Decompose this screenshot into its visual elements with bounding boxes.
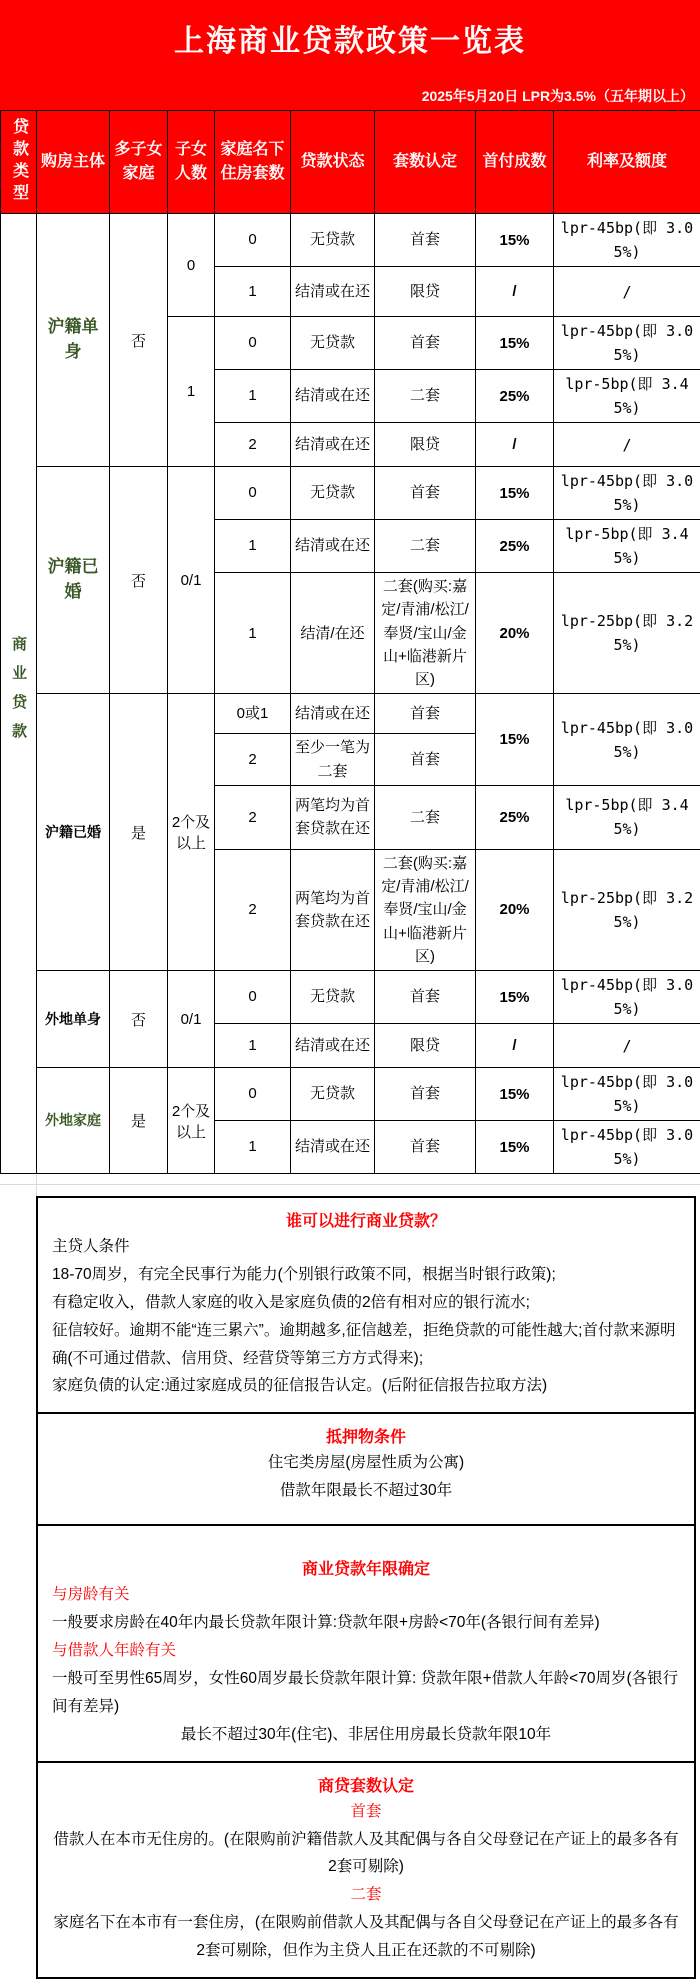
units-cell: 0 [215,467,291,520]
panel-line: 家庭名下在本市有一套住房，(在限购前借款人及其配偶与各自父母登记在产证上的最多各有2套可剔除，但作为主贷人且正在还款的不可剔除) [52,1909,680,1965]
multi-child-cell: 是 [110,694,168,971]
table-row [1,694,700,734]
spreadsheet-gridline-gap [0,1174,700,1196]
col-header-count-type: 套数认定 [375,111,476,214]
loan-status-cell: 两笔均为首套贷款在还 [291,785,375,849]
subject-cell: 沪籍单身 [37,214,110,467]
table-row [1,971,700,1024]
count-type-cell: 首套 [375,1121,476,1174]
subject-cell: 沪籍已婚 [37,467,110,694]
panel-line: 最长不超过30年(住宅)、非居住用房最长贷款年限10年 [52,1721,680,1749]
units-cell: 1 [215,520,291,573]
rate-cell: lpr-25bp(即 3.25%) [554,849,700,970]
multi-child-cell: 是 [110,1068,168,1174]
table-header-row [1,111,700,214]
units-cell: 2 [215,849,291,970]
panel-title: 抵押物条件 [52,1424,680,1447]
col-header-children-count: 子女人数 [168,111,215,214]
loan-status-cell: 无贷款 [291,971,375,1024]
col-header-multi-child: 多子女家庭 [110,111,168,214]
units-cell: 0 [215,214,291,267]
panel-line: 一般要求房龄在40年内最长贷款年限计算:贷款年限+房龄<70年(各银行间有差异) [52,1609,680,1637]
panel-line: 与借款人年龄有关 [52,1637,680,1665]
loan-status-cell: 结清或在还 [291,1121,375,1174]
rate-cell: lpr-25bp(即 3.25%) [554,573,700,694]
down-payment-cell: 15% [476,317,554,370]
info-panels [36,1196,696,1979]
units-cell: 0 [215,1068,291,1121]
panel-line: 主贷人条件 [52,1233,680,1261]
down-payment-cell: 15% [476,694,554,786]
children-count-cell: 0/1 [168,971,215,1068]
loan-status-cell: 至少一笔为二套 [291,734,375,786]
panel-unit-count-rules [38,1761,694,1977]
panel-line: 一般可至男性65周岁，女性60周岁最长贷款年限计算: 贷款年限+借款人年龄<70周岁(各银行间有差异) [52,1665,680,1721]
count-type-cell: 二套(购买:嘉定/青浦/松江/奉贤/宝山/金山+临港新片区) [375,849,476,970]
panel-title: 谁可以进行商业贷款？ [52,1208,680,1231]
units-cell: 0 [215,317,291,370]
rate-cell: lpr-5bp(即 3.45%) [554,785,700,849]
units-cell: 2 [215,785,291,849]
panel-line: 与房龄有关 [52,1581,680,1609]
down-payment-cell: 15% [476,1068,554,1121]
units-cell: 2 [215,734,291,786]
down-payment-cell: 25% [476,520,554,573]
subject-cell: 外地单身 [37,971,110,1068]
panel-line: 首套 [52,1798,680,1826]
lpr-subtitle: 2025年5月20日 LPR为3.5%（五年期以上） [422,86,694,106]
down-payment-cell: / [476,267,554,317]
col-header-units-owned: 家庭名下住房套数 [215,111,291,214]
gridline [36,1174,37,1196]
rate-cell: / [554,1024,700,1068]
rate-cell: lpr-5bp(即 3.45%) [554,520,700,573]
panel-line: 征信较好。逾期不能“连三累六”。逾期越多,征信越差，拒绝贷款的可能性越大;首付款来源明确(不可通过借款、信用贷、经营贷等第三方方式得来); [52,1317,680,1373]
panel-title: 商贷套数认定 [52,1773,680,1796]
panel-title: 商业贷款年限确定 [52,1556,680,1579]
loan-status-cell: 两笔均为首套贷款在还 [291,849,375,970]
count-type-cell: 二套 [375,520,476,573]
table-row [1,1068,700,1121]
count-type-cell: 限贷 [375,267,476,317]
count-type-cell: 二套 [375,785,476,849]
count-type-cell: 首套 [375,214,476,267]
units-cell: 1 [215,573,291,694]
down-payment-cell: 25% [476,785,554,849]
page-title: 上海商业贷款政策一览表 [0,0,700,60]
header-banner [0,0,700,110]
rate-cell: / [554,267,700,317]
count-type-cell: 限贷 [375,1024,476,1068]
panel-loan-term [38,1524,694,1760]
loan-status-cell: 无贷款 [291,317,375,370]
loan-policy-table [0,110,700,1174]
down-payment-cell: 15% [476,214,554,267]
children-count-cell: 2个及以上 [168,694,215,971]
subject-cell: 沪籍已婚 [37,694,110,971]
down-payment-cell: 15% [476,1121,554,1174]
rate-cell: / [554,423,700,467]
units-cell: 1 [215,1024,291,1068]
panel-who-can-loan [38,1198,694,1412]
multi-child-cell: 否 [110,467,168,694]
table-row [1,214,700,267]
rate-cell: lpr-45bp(即 3.05%) [554,1068,700,1121]
count-type-cell: 首套 [375,734,476,786]
col-header-subject: 购房主体 [37,111,110,214]
units-cell: 1 [215,370,291,423]
down-payment-cell: 20% [476,573,554,694]
count-type-cell: 首套 [375,971,476,1024]
down-payment-cell: / [476,423,554,467]
table-row [1,467,700,520]
panel-line: 家庭负债的认定:通过家庭成员的征信报告认定。(后附征信报告拉取方法) [52,1372,680,1400]
count-type-cell: 二套 [375,370,476,423]
rate-cell: lpr-45bp(即 3.05%) [554,971,700,1024]
down-payment-cell: 25% [476,370,554,423]
rate-cell: lpr-45bp(即 3.05%) [554,694,700,786]
panel-line: 二套 [52,1881,680,1909]
units-cell: 0 [215,971,291,1024]
count-type-cell: 二套(购买:嘉定/青浦/松江/奉贤/宝山/金山+临港新片区) [375,573,476,694]
gridline [0,1184,700,1185]
children-count-cell: 0 [168,214,215,317]
col-header-loan-type: 贷款类型 [1,111,37,214]
units-cell: 1 [215,1121,291,1174]
children-count-cell: 0/1 [168,467,215,694]
panel-line: 借款年限最长不超过30年 [52,1477,680,1505]
panel-line: 住宅类房屋(房屋性质为公寓) [52,1449,680,1477]
col-header-loan-status: 贷款状态 [291,111,375,214]
loan-status-cell: 结清或在还 [291,1024,375,1068]
units-cell: 0或1 [215,694,291,734]
down-payment-cell: / [476,1024,554,1068]
loan-status-cell: 无贷款 [291,214,375,267]
panel-line: 有稳定收入，借款人家庭的收入是家庭负债的2倍有相对应的银行流水; [52,1289,680,1317]
units-cell: 2 [215,423,291,467]
loan-type-cell: 商业贷款 [1,214,37,1174]
loan-status-cell: 结清或在还 [291,694,375,734]
count-type-cell: 首套 [375,1068,476,1121]
units-cell: 1 [215,267,291,317]
loan-status-cell: 结清或在还 [291,520,375,573]
loan-status-cell: 结清或在还 [291,267,375,317]
panel-line: 18-70周岁，有完全民事行为能力(个别银行政策不同，根据当时银行政策); [52,1261,680,1289]
count-type-cell: 首套 [375,467,476,520]
loan-status-cell: 结清/在还 [291,573,375,694]
loan-status-cell: 无贷款 [291,467,375,520]
children-count-cell: 2个及以上 [168,1068,215,1174]
count-type-cell: 限贷 [375,423,476,467]
panel-line: 借款人在本市无住房的。(在限购前沪籍借款人及其配偶与各自父母登记在产证上的最多各有2套可剔除) [52,1826,680,1882]
multi-child-cell: 否 [110,971,168,1068]
rate-cell: lpr-5bp(即 3.45%) [554,370,700,423]
loan-status-cell: 无贷款 [291,1068,375,1121]
col-header-rate: 利率及额度 [554,111,700,214]
loan-status-cell: 结清或在还 [291,370,375,423]
down-payment-cell: 15% [476,971,554,1024]
rate-cell: lpr-45bp(即 3.05%) [554,317,700,370]
multi-child-cell: 否 [110,214,168,467]
rate-cell: lpr-45bp(即 3.05%) [554,467,700,520]
panel-collateral [38,1412,694,1524]
rate-cell: lpr-45bp(即 3.05%) [554,214,700,267]
count-type-cell: 首套 [375,317,476,370]
children-count-cell: 1 [168,317,215,467]
loan-status-cell: 结清或在还 [291,423,375,467]
count-type-cell: 首套 [375,694,476,734]
down-payment-cell: 20% [476,849,554,970]
rate-cell: lpr-45bp(即 3.05%) [554,1121,700,1174]
subject-cell: 外地家庭 [37,1068,110,1174]
col-header-down-payment: 首付成数 [476,111,554,214]
down-payment-cell: 15% [476,467,554,520]
